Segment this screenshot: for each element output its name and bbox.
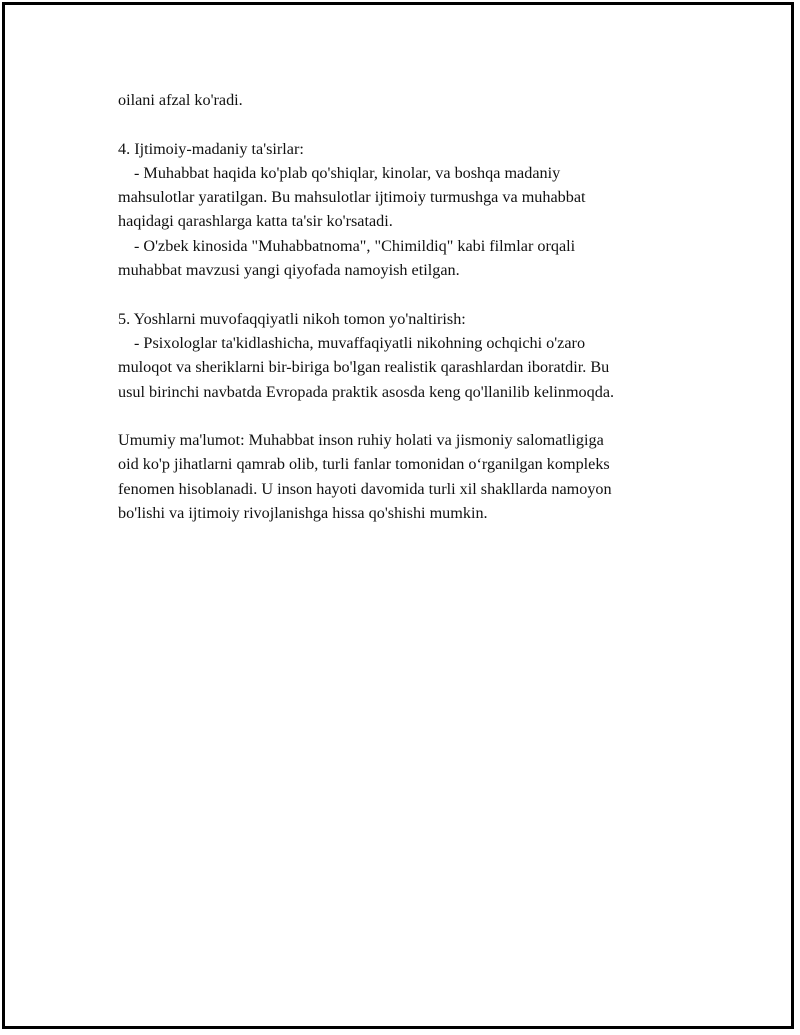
text-line: oilani afzal ko'radi. (118, 91, 243, 109)
list-item-line: haqidagi qarashlarga katta ta'sir ko'rsatadi. (118, 212, 393, 231)
section-4 (118, 137, 688, 283)
section-5 (118, 307, 688, 404)
list-item-line: muloqot va sheriklarni bir-biriga bo'lgan realistik qarashlardan iboratdir. Bu (118, 358, 610, 377)
list-item-line: muhabbat mavzusi yangi qiyofada namoyish etilgan. (118, 261, 460, 280)
text-line: fenomen hisoblanadi. U inson hayoti davomida turli xil shakllarda namoyon (118, 479, 612, 498)
list-item-line: - O'zbek kinosida "Muhabbatnoma", "Chimildiq" kabi filmlar orqali (134, 236, 576, 255)
continuation-paragraph (118, 88, 688, 112)
section-heading: 4. Ijtimoiy-madaniy ta'sirlar: (118, 139, 304, 158)
section-heading: 5. Yoshlarni muvofaqqiyatli nikoh tomon yo'naltirish: (118, 309, 466, 328)
text-line: Umumiy ma'lumot: Muhabbat inson ruhiy holati va jismoniy salomatligiga (118, 431, 604, 450)
list-item-line: usul birinchi navbatda Evropada praktik asosda keng qo'llanilib kelinmoqda. (118, 382, 615, 401)
list-item-line: - Psixologlar ta'kidlashicha, muvaffaqiyatli nikohning ochqichi o'zaro (134, 333, 586, 352)
document-body (118, 88, 688, 550)
list-item-line: - Muhabbat haqida ko'plab qo'shiqlar, kinolar, va boshqa madaniy (134, 163, 561, 182)
text-line: oid ko'p jihatlarni qamrab olib, turli fanlar tomonidan o‘rganilgan kompleks (118, 455, 610, 474)
text-line: bo'lishi va ijtimoiy rivojlanishga hissa qo'shishi mumkin. (118, 504, 488, 523)
list-item-line: mahsulotlar yaratilgan. Bu mahsulotlar ijtimoiy turmushga va muhabbat (118, 188, 586, 207)
summary-paragraph (118, 428, 688, 525)
